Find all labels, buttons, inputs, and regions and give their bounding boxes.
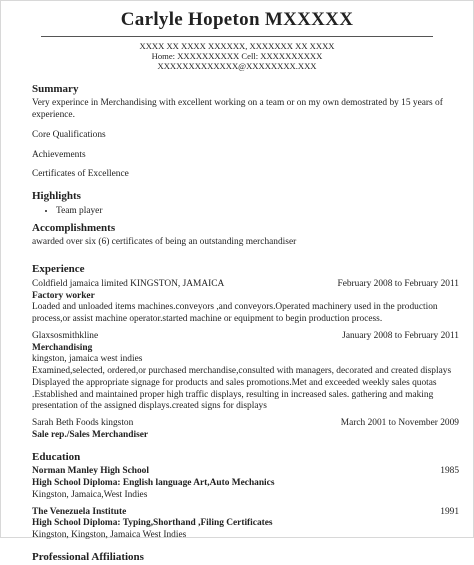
job-dates: February 2008 to February 2011 xyxy=(337,278,459,289)
education-entry xyxy=(32,466,459,501)
school-name: The Venezuela Institute xyxy=(32,506,127,517)
job-title: Merchandising xyxy=(32,342,93,353)
graduation-year: 1985 xyxy=(440,466,459,477)
experience-heading: Experience xyxy=(32,263,85,276)
education-heading: Education xyxy=(32,450,81,463)
education-section xyxy=(32,451,459,542)
job-entry xyxy=(32,331,459,413)
job-header xyxy=(32,279,459,291)
diploma: High School Diploma: English language Art,Auto Mechanics xyxy=(32,478,275,489)
job-description: Loaded and unloaded items machines.conveyors ,and conveyors.Operated machinery used in the production process,or assist machine operator.started machine or equipment to begin production process. xyxy=(32,302,438,325)
job-header xyxy=(32,331,459,343)
job-entry xyxy=(32,279,459,326)
resume-header xyxy=(1,1,473,72)
summary-text: Very experince in Merchandising with excellent working on a team or on my own demostrated by 15 years of experience. xyxy=(32,98,443,121)
job-location: kingston, jamaica west indies xyxy=(32,354,143,365)
contact-phones: Home: XXXXXXXXXX Cell: XXXXXXXXXX xyxy=(151,51,323,62)
header-divider xyxy=(41,36,433,37)
school-name: Norman Manley High School xyxy=(32,466,149,477)
contact-address: XXXX XX XXXX XXXXXX, XXXXXXX XX XXXX xyxy=(139,40,335,51)
job-entry xyxy=(32,418,459,442)
highlights-section xyxy=(32,190,459,218)
school-location: Kingston, Kingston, Jamaica West Indies xyxy=(32,530,187,541)
education-header xyxy=(32,466,459,478)
job-description: Examined,selected, ordered,or purchased merchandise,consulted with managers, decorated and created displays Displayed the appropriate signage for products and sales promotions.Met and exceeded weekly sales quotas .Established and maintained proper high traffic displays, resulting in increased sales. gathering and making presentation of the assigned displays.created signs for displays xyxy=(32,366,452,412)
certificates-label: Certificates of Excellence xyxy=(32,169,129,180)
job-employer: Glaxsosmithkline xyxy=(32,330,99,341)
highlight-item: • Team player xyxy=(56,206,459,218)
affiliations-section xyxy=(32,551,459,565)
job-employer: Coldfield jamaica limited KINGSTON, JAMAICA xyxy=(32,278,225,289)
experience-section xyxy=(32,263,459,442)
resume-body xyxy=(1,83,473,565)
highlights-list xyxy=(32,206,459,218)
school-location: Kingston, Jamaica,West Indies xyxy=(32,489,148,500)
affiliations-heading: Professional Affiliations xyxy=(32,550,144,563)
contact-block xyxy=(1,41,473,72)
job-title: Factory worker xyxy=(32,290,95,301)
summary-heading: Summary xyxy=(32,82,79,95)
graduation-year: 1991 xyxy=(440,506,459,517)
achievements-label: Achievements xyxy=(32,149,86,160)
summary-section xyxy=(32,83,459,182)
candidate-name: Carlyle Hopeton MXXXXX xyxy=(120,9,354,30)
education-entry xyxy=(32,507,459,542)
accomplishments-heading: Accomplishments xyxy=(32,221,116,234)
job-dates: March 2001 to November 2009 xyxy=(340,418,459,429)
accomplishments-text: awarded over six (6) certificates of being an outstanding merchandiser xyxy=(32,237,297,248)
contact-email: XXXXXXXXXXXXX@XXXXXXXX.XXX xyxy=(157,61,317,72)
diploma: High School Diploma: Typing,Shorthand ,Filing Certificates xyxy=(32,518,273,529)
job-title: Sale rep./Sales Merchandiser xyxy=(32,429,149,440)
core-qualifications-label: Core Qualifications xyxy=(32,129,106,140)
education-header xyxy=(32,507,459,519)
job-employer: Sarah Beth Foods kingston xyxy=(32,418,134,429)
accomplishments-section xyxy=(32,222,459,250)
highlights-heading: Highlights xyxy=(32,190,81,203)
job-dates: January 2008 to February 2011 xyxy=(342,330,459,341)
job-header xyxy=(32,418,459,430)
